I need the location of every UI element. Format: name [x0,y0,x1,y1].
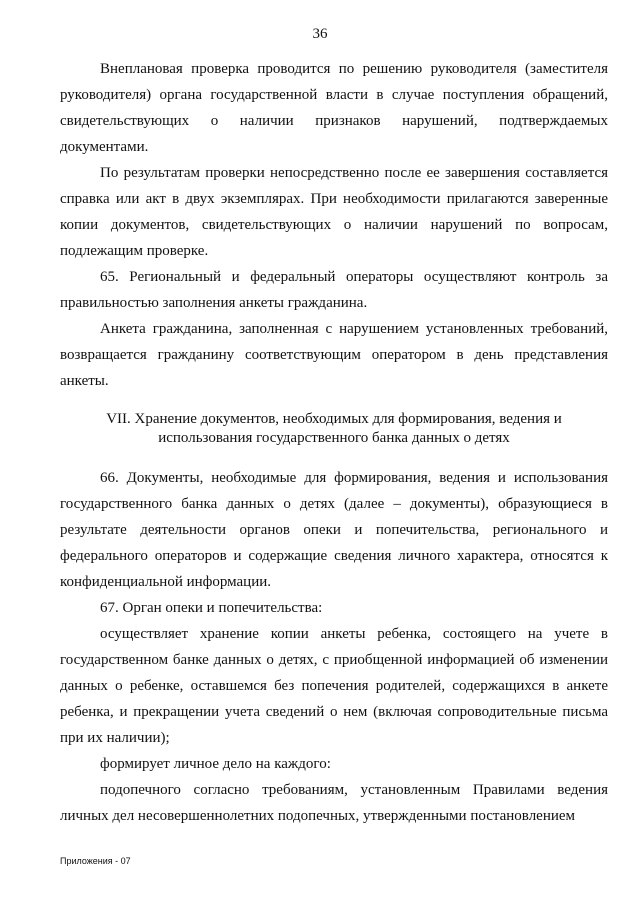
paragraph: По результатам проверки непосредственно после ее завершения составляется справка или акт в двух экземплярах. При необходимости прилагаются заверенные копии документов, свидетельствующих о наличии нарушений по вопросам, подлежащим проверке. [60,165,608,259]
page-number: 36 [312,26,328,42]
section-heading-line: VII. Хранение документов, необходимых для формирования, ведения и [106,411,562,427]
section-heading-line: использования государственного банка данных о детях [158,430,510,446]
paragraph: формирует личное дело на каждого: [100,756,331,772]
paragraph: осуществляет хранение копии анкеты ребенка, состоящего на учете в государственном банке данных о детях, с приобщенной информацией об изменении данных о ребенке, оставшемся без попечения родителей, содержащихся в анкете ребенка, и прекращении учета сведений о нем (включая сопроводительные письма при их наличии); [60,626,608,746]
section-heading [60,410,608,448]
paragraph: 65. Региональный и федеральный операторы осуществляют контроль за правильностью заполнения анкеты гражданина. [60,269,608,311]
page-footer: Приложения - 07 [60,856,131,866]
document-body [60,56,608,829]
paragraph: Внеплановая проверка проводится по решению руководителя (заместителя руководителя) органа государственной власти в случае поступления обращений, свидетельствующих о наличии признаков нарушений, подтверждаемых документами. [60,61,608,155]
paragraph: подопечного согласно требованиям, установленным Правилами ведения личных дел несовершеннолетних подопечных, утвержденными постановлением [60,782,608,824]
paragraph: 66. Документы, необходимые для формирования, ведения и использования государственного банка данных о детях (далее – документы), образующиеся в результате деятельности органов опеки и попечительства, регионального и федерального операторов и содержащие сведения личного характера, относятся к конфиденциальной информации. [60,470,608,590]
paragraph: 67. Орган опеки и попечительства: [100,600,323,616]
paragraph: Анкета гражданина, заполненная с нарушением установленных требований, возвращается гражданину соответствующим оператором в день представления анкеты. [60,321,608,389]
